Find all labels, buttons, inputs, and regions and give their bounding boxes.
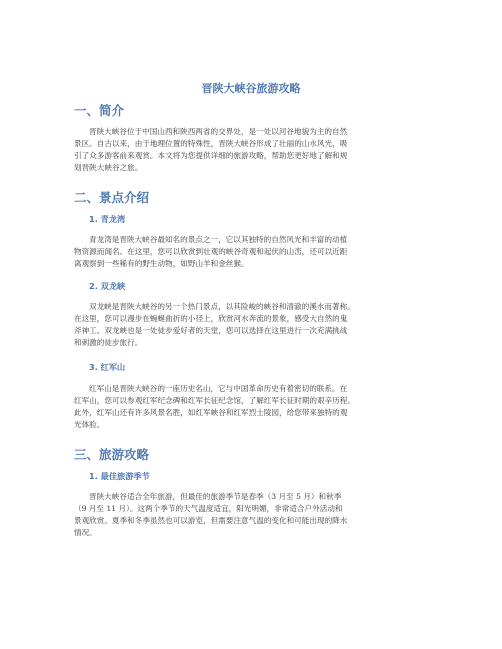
paragraph-line: 情况。 (74, 528, 97, 537)
document-title: 晋陕大峡谷旅游攻略 (201, 82, 301, 95)
subsection-heading-qinglongwan: 1. 青龙湾 (89, 214, 126, 224)
paragraph-line: 红军山，您可以参观红军纪念碑和红军长征纪念馆，了解红军长征时期的艰辛历程。 (74, 396, 355, 405)
paragraph-line: 划晋陕大峡谷之旅。 (74, 163, 143, 172)
paragraph-line: 光体验。 (74, 420, 105, 429)
paragraph-line: 晋陕大峡谷适合全年旅游，但最佳的旅游季节是春季（3 月至 5 月）和秋季 (89, 492, 342, 501)
paragraph-line: 离观察到一些稀有的野生动物，如野山羊和金丝猴。 (74, 259, 249, 268)
intro-paragraph (74, 126, 430, 174)
hongjunshan-paragraph (74, 383, 430, 431)
subsection-heading-shuanglongxia: 2. 双龙峡 (89, 281, 126, 291)
qinglongwan-paragraph (74, 234, 430, 270)
paragraph-line: 斧神工。双龙峡也是一处徒步爱好者的天堂，您可以选择在这里进行一次充满挑战 (74, 326, 348, 335)
paragraph-line: 在这里，您可以漫步在蜿蜒曲折的小径上，欣赏河水奔流的景象，感受大自然的鬼 (74, 314, 348, 323)
paragraph-line: 和刺激的徒步旅行。 (74, 338, 143, 347)
paragraph-line: （9 月至 11 月）。这两个季节的天气温度适宜，阳光明媚，非常适合户外活动和 (74, 504, 343, 513)
section-heading-intro: 一、简介 (74, 103, 125, 118)
best-season-paragraph (74, 491, 430, 539)
paragraph-line: 引了众多游客前来观赏。本文将为您提供详细的旅游攻略，帮助您更好地了解和规 (74, 151, 348, 160)
subsection-heading-hongjunshan: 3. 红军山 (89, 362, 126, 372)
paragraph-line: 青龙湾是晋陕大峡谷最知名的景点之一，它以其独特的自然风光和丰富的动植 (89, 235, 348, 244)
paragraph-line: 红军山是晋陕大峡谷的一座历史名山，它与中国革命历史有着密切的联系。在 (89, 384, 348, 393)
paragraph-line: 晋陕大峡谷位于中国山西和陕西两省的交界处，是一处以河谷地貌为主的自然 (89, 127, 348, 136)
paragraph-line: 景区。自古以来，由于地理位置的特殊性，晋陕大峡谷形成了壮丽的山水风光，吸 (74, 139, 348, 148)
shuanglongxia-paragraph (74, 301, 430, 349)
paragraph-line: 双龙峡是晋陕大峡谷的另一个热门景点，以其险峻的峡谷和清澈的溪水而著称。 (89, 302, 355, 311)
subsection-heading-best-season: 1. 最佳旅游季节 (89, 471, 150, 481)
section-heading-attractions: 二、景点介绍 (74, 190, 150, 205)
section-heading-travel-tips: 三、旅游攻略 (74, 447, 150, 462)
paragraph-line: 此外，红军山还有许多风景名胜，如红军峡谷和红军烈士陵园，给您带来独特的观 (74, 408, 348, 417)
paragraph-line: 物资源而闻名。在这里，您可以欣赏到壮观的峡谷奇观和起伏的山峦，还可以近距 (74, 247, 348, 256)
paragraph-line: 景观欣赏。夏季和冬季虽然也可以游览，但需要注意气温的变化和可能出现的降水 (74, 516, 348, 525)
